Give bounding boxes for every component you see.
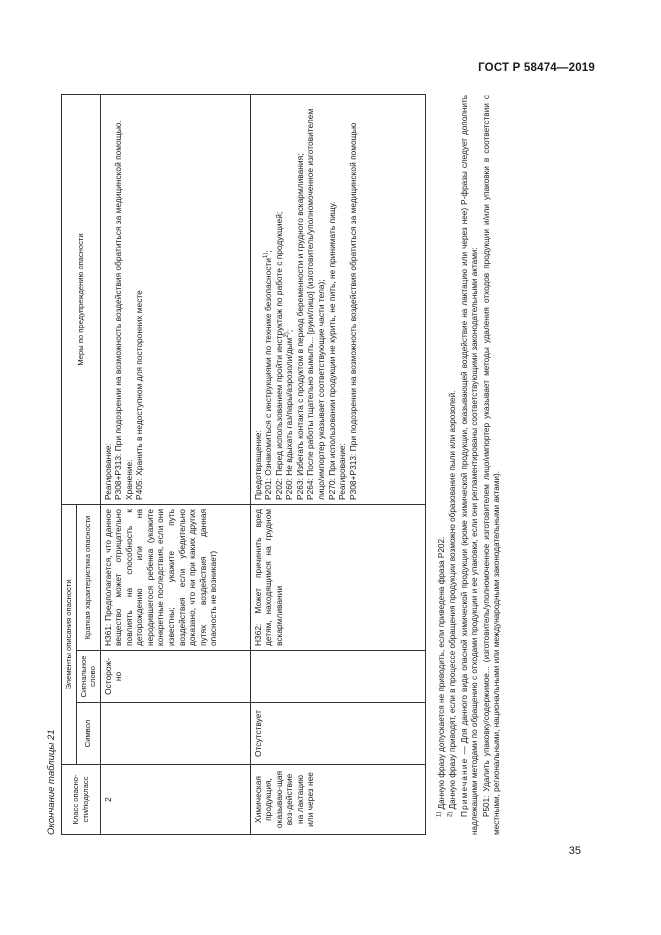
cell-brief: H362: Может причинить вред детям, находящимся на грудном вскармливании [250, 504, 425, 650]
measure-line: Реагирование: [337, 443, 348, 500]
measure-line: P264: После работы тщательно вымыть... [руки/лицо] (изготовитель/уполномоченное изготовителем лицо/импортер указывает соответствующие части тела); [305, 108, 327, 500]
measure-line: P270: При использовании продукции не курить, не пить, не принимать пищу. [326, 201, 337, 500]
footnote-1: $^{1)}$ Данную фразу допускается не приводить, если приведена фраза P202. [436, 536, 446, 817]
header-measures: Меры по предупреждению опасности [62, 94, 101, 504]
measure-line: P202: Перед использованием пройти инструктаж по работе с продукцией; [273, 211, 284, 500]
header-elements: Элементы описания опасности [62, 504, 77, 764]
measure-line: Реагирование: [102, 443, 113, 500]
measure-line: P260: Не вдыхать газ/пары/аэрозоли/дым$^{2)}$; [284, 329, 295, 500]
footnote-ref: 2) [284, 332, 291, 338]
page-number: 35 [568, 845, 581, 857]
header-signal: Сигнальное слово [76, 651, 100, 703]
header-symbol: Символ [76, 703, 100, 765]
document-code: ГОСТ Р 58474—2019 [478, 62, 595, 74]
cell-measures [100, 94, 250, 504]
cell-signal: Осторож-но [100, 651, 250, 703]
hazard-table [61, 94, 426, 835]
measure-line: P263: Избегать контакта с продуктом в период беременности и грудного вскармливания; [294, 153, 305, 500]
table-row [100, 94, 250, 834]
measure-line: P405: Хранить в недоступном для посторонних месте [134, 290, 145, 500]
footnote-2: $^{2)}$ Данную фразу приводят, если в процессе обращения продукции возможно образование пыли или аэрозолей. [447, 390, 458, 817]
measure-line: P308+P313: При подозрении на возможность воздействия обратиться за медицинской помощью. [113, 120, 124, 500]
note: Примечание — Для данного вида опасной химической продукции (кроме химической продукции, оказывающей воздействие на лактацию или через нее) Р-фразы следует дополнить надлежащими методами по обращению с отходами продукции и ее упаковки, если они регламентированы соответствующими законодательными актами: [459, 95, 480, 835]
table-caption: Окончание таблицы 21 [46, 729, 57, 835]
measure-line: P201: Ознакомиться с инструкциями по технике безопасности$^{1)}$; [263, 250, 274, 500]
header-class: Класс опасно-сти/подкласс [62, 765, 101, 835]
cell-signal [250, 651, 425, 703]
note-p501: P501: Удалить упаковку/содержимое... (изготовитель/уполномоченное изготовителем лицо/импортер указывает методы удаления отходов продукции и/или упаковки в соответствии с местными, региональными, национальными или международными законодательными актами). [481, 95, 502, 835]
cell-symbol: Отсутствует [250, 703, 425, 765]
cell-measures [250, 94, 425, 504]
rotated-sheet [44, 95, 534, 835]
cell-class: 2 [100, 765, 250, 835]
cell-symbol [100, 703, 250, 765]
table-notes [437, 95, 503, 835]
table-row [250, 94, 425, 834]
measure-line: P308+P313: При подозрении на возможность воздействия обратиться за медицинской помощью [347, 122, 358, 500]
cell-class: Химическая продукция, оказываю-щая воз-действие на лактацию или через нее [250, 765, 425, 835]
cell-brief: H361: Предполагается, что данное вещество может отрицательно повлиять на способность к деторождению или на неродившегося ребенка (укажите конкретные последствия, если они известны; укажите путь воздействия если убедительно доказано, что ни при каких других путях воздействия данная опасность не возникает) [100, 504, 250, 650]
header-row-1 [62, 94, 77, 834]
measure-line: Предотвращение: [252, 430, 263, 500]
footnote-ref: 1) [263, 252, 270, 259]
measure-line: Хранение: [123, 459, 134, 500]
header-brief: Краткая характеристика опасности [76, 504, 100, 650]
